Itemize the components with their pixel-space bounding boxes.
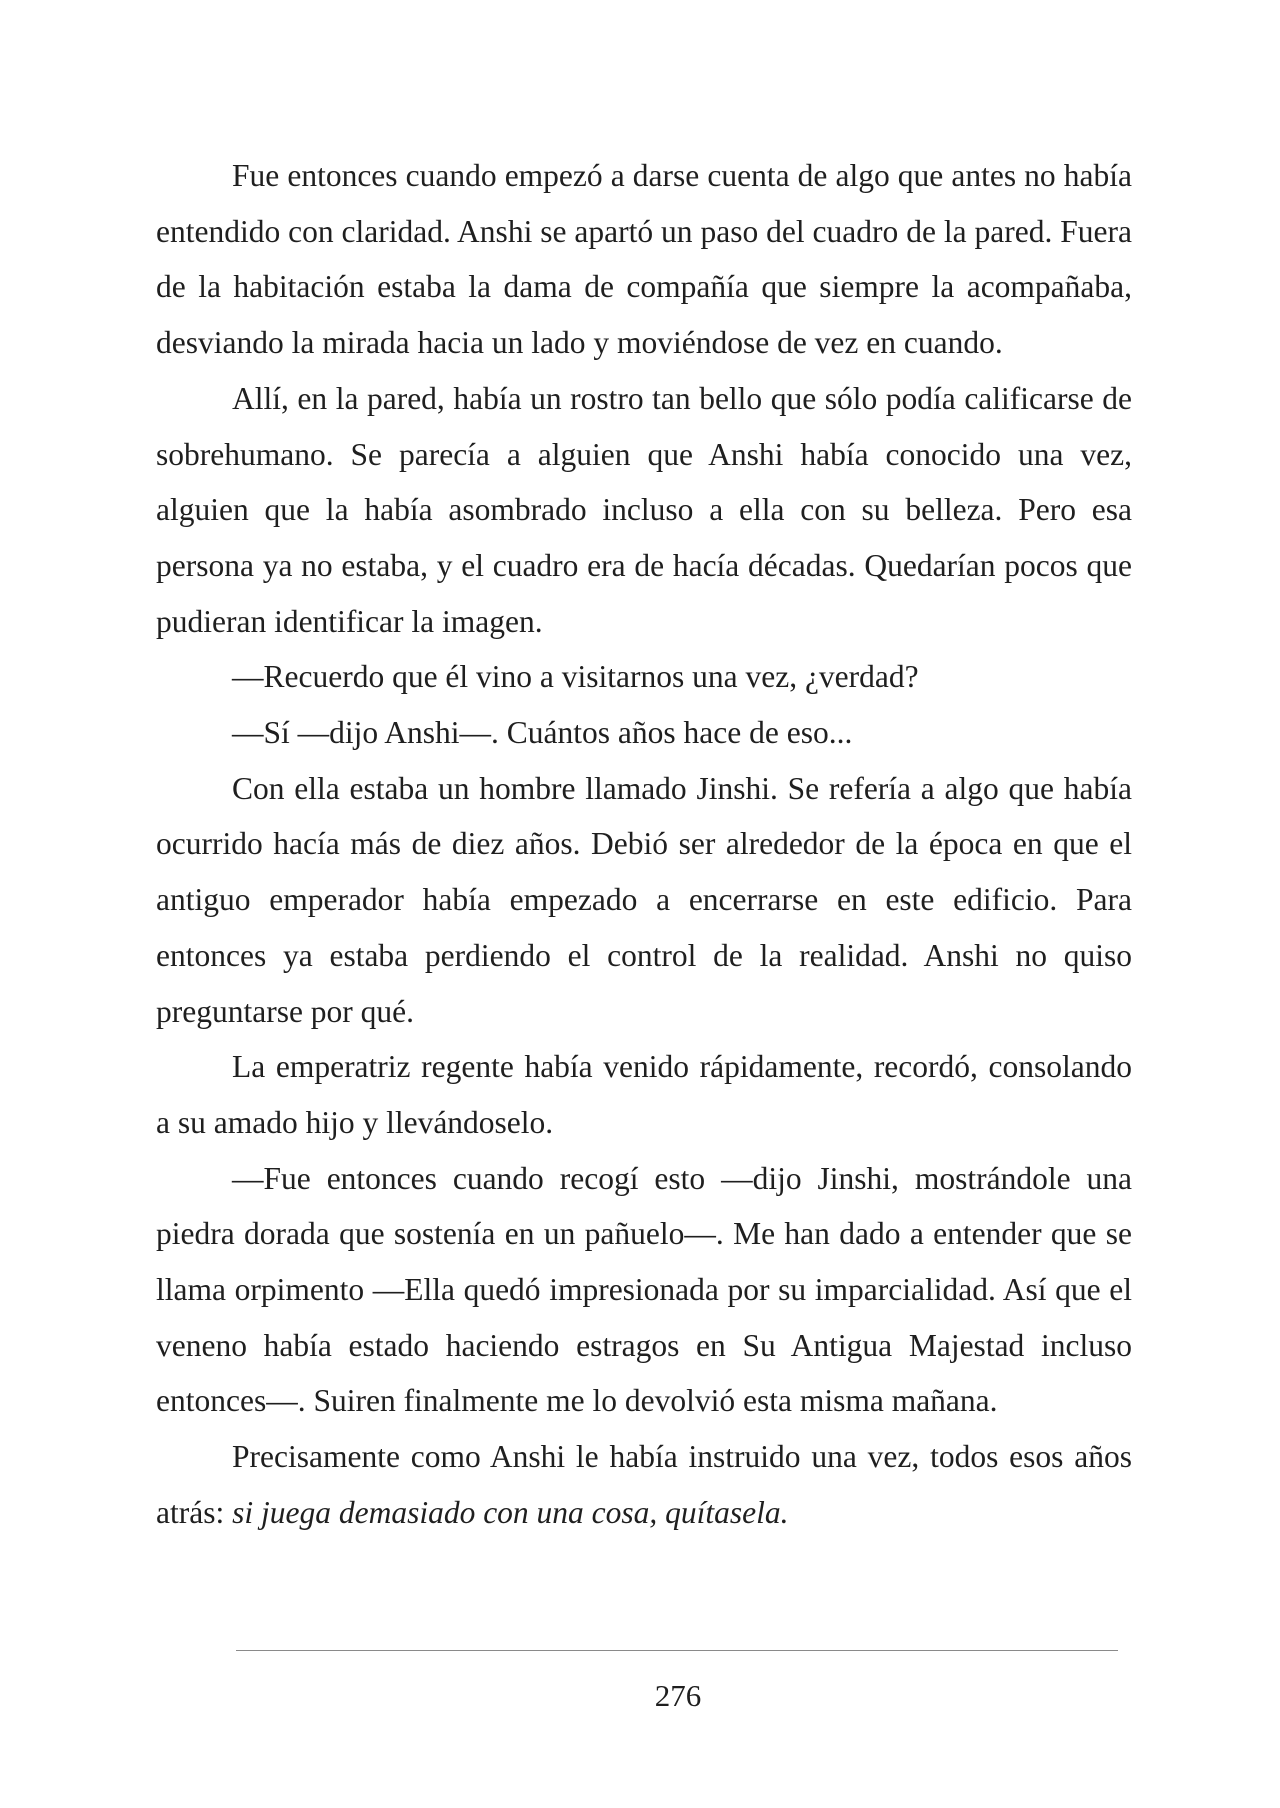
body-text bbox=[156, 148, 1132, 1541]
closing-paragraph bbox=[156, 1429, 1132, 1540]
dialogue-line: —Recuerdo que él vino a visitarnos una vez, ¿verdad? bbox=[232, 659, 919, 695]
paragraph: Con ella estaba un hombre llamado Jinshi. Se refería a algo que había ocurrido hacía más de diez años. Debió ser alrededor de la época en que el antiguo emperador había empezado a encerrarse en este edificio. Para entonces ya estaba perdiendo el control de la realidad. Anshi no quiso preguntarse por qué. bbox=[156, 770, 1132, 1029]
paragraph: Fue entonces cuando empezó a darse cuenta de algo que antes no había entendido con claridad. Anshi se apartó un paso del cuadro de la pared. Fuera de la habitación estaba la dama de compañía que siempre la acompañaba, desviando la mirada hacia un lado y moviéndose de vez en cuando. bbox=[156, 158, 1132, 361]
dialogue-line: —Sí —dijo Anshi—. Cuántos años hace de eso... bbox=[232, 715, 853, 751]
dialogue-paragraph: —Fue entonces cuando recogí esto —dijo Jinshi, mostrándole una piedra dorada que sostenía en un pañuelo—. Me han dado a entender que se llama orpimento —Ella quedó impresionada por su imparcialidad. Así que el veneno había estado haciendo estragos en Su Antigua Majestad incluso entonces—. Suiren finalmente me lo devolvió esta misma mañana. bbox=[156, 1160, 1132, 1419]
footer-divider bbox=[236, 1650, 1118, 1651]
paragraph: La emperatriz regente había venido rápidamente, recordó, consolando a su amado hijo y llevándoselo. bbox=[156, 1049, 1132, 1140]
closing-italic-text: si juega demasiado con una cosa, quítasela. bbox=[232, 1494, 789, 1530]
page-number: 276 bbox=[654, 1678, 702, 1713]
closing-lead-text: Precisamente como Anshi le había instruido una vez, todos esos años atrás: bbox=[156, 1439, 1132, 1530]
paragraph: Allí, en la pared, había un rostro tan bello que sólo podía calificarse de sobrehumano. Se parecía a alguien que Anshi había conocido una vez, alguien que la había asombrado incluso a ella con su belleza. Pero esa persona ya no estaba, y el cuadro era de hacía décadas. Quedarían pocos que pudieran identificar la imagen. bbox=[156, 380, 1132, 639]
